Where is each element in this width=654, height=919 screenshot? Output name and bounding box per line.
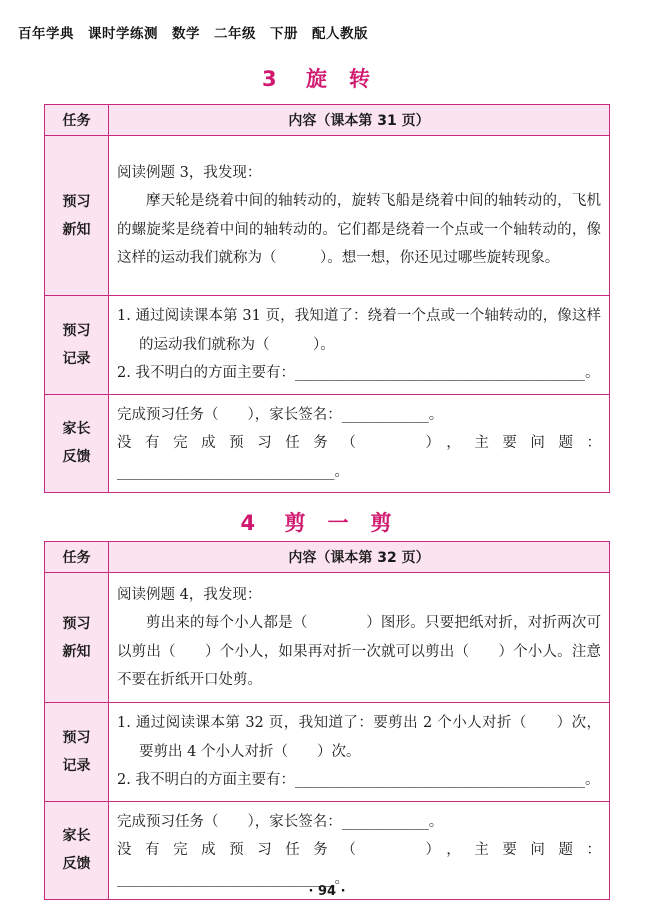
row-label-line: 预习 [62,322,91,339]
row-label [45,703,109,802]
row-label-line: 预习 [62,615,91,632]
book-header: 百年学典 课时学练测 数学 二年级 下册 配人教版 [18,26,368,42]
table-row [45,136,610,296]
row-label [45,136,109,296]
row-label-line: 家长 [62,421,91,438]
content-line: 2. 我不明白的方面主要有：________________________________________。 [117,365,600,381]
content-line: 没有完成预习任务（ ），主要问题：______________________________。 [117,435,601,480]
column-header-task: 任务 [45,542,109,573]
row-label [45,296,109,395]
row-label-line: 新知 [62,221,91,238]
column-header-content: 内容（课本第 32 页） [109,542,610,573]
row-label-line: 记录 [62,757,91,774]
content-line: 1. 通过阅读课本第 32 页，我知道了：要剪出 2 个小人对折（ ）次，要剪出 4 个小人对折（ ）次。 [117,715,601,760]
content-line: 阅读例题 4，我发现： [117,586,262,603]
row-label-line: 反馈 [62,449,91,466]
row-content [109,703,610,802]
row-label-line: 预习 [62,193,91,210]
row-label-line: 新知 [62,643,91,660]
content-paragraph: 剪出来的每个小人都是（ ）图形。只要把纸对折，对折两次可以剪出（ ）个小人，如果再对折一次就可以剪出（ ）个小人。注意不要在折纸开口处剪。 [117,615,601,688]
section-number: 3 [262,67,281,91]
content-line: 完成预习任务（ ），家长签名：____________。 [117,406,444,423]
row-label-line: 家长 [62,828,91,845]
preview-table-paper-cutting [44,541,610,900]
row-content [109,394,610,493]
content-paragraph: 摩天轮是绕着中间的轴转动的，旋转飞船是绕着中间的轴转动的，飞机的螺旋桨是绕着中间的轴转动的。它们都是绕着一个点或一个轴转动的，像这样的运动我们就称为（ ）。想一想，你还见过哪些旋转现象。 [117,193,601,266]
content-line: 阅读例题 3，我发现： [117,164,262,181]
content-line: 1. 通过阅读课本第 31 页，我知道了：绕着一个点或一个轴转动的，像这样的运动我们就称为（ ）。 [117,308,601,353]
content-line: 完成预习任务（ ），家长签名：____________。 [117,813,444,830]
table-header-row [45,542,610,573]
table-row [45,394,610,493]
row-label-line: 反馈 [62,856,91,873]
table-row [45,573,610,703]
column-header-content: 内容（课本第 31 页） [109,105,610,136]
row-content [109,136,610,296]
row-content [109,573,610,703]
row-label [45,573,109,703]
section-number: 4 [240,511,260,535]
preview-table-rotation [44,104,610,493]
column-header-task: 任务 [45,105,109,136]
page-number: · 94 · [308,884,346,899]
section-title-paper-cutting [0,507,654,537]
row-label-line: 记录 [62,350,91,367]
row-content [109,296,610,395]
table-row [45,296,610,395]
section-title-rotation [0,63,654,93]
section-name: 旋转 [305,67,392,91]
table-header-row [45,105,610,136]
content-line: 没有完成预习任务（ ），主要问题：______________________________。 [117,842,601,887]
table-row [45,703,610,802]
row-label [45,394,109,493]
row-label-line: 预习 [62,729,91,746]
section-name: 剪一剪 [284,511,414,535]
content-line: 2. 我不明白的方面主要有：________________________________________。 [117,772,600,788]
